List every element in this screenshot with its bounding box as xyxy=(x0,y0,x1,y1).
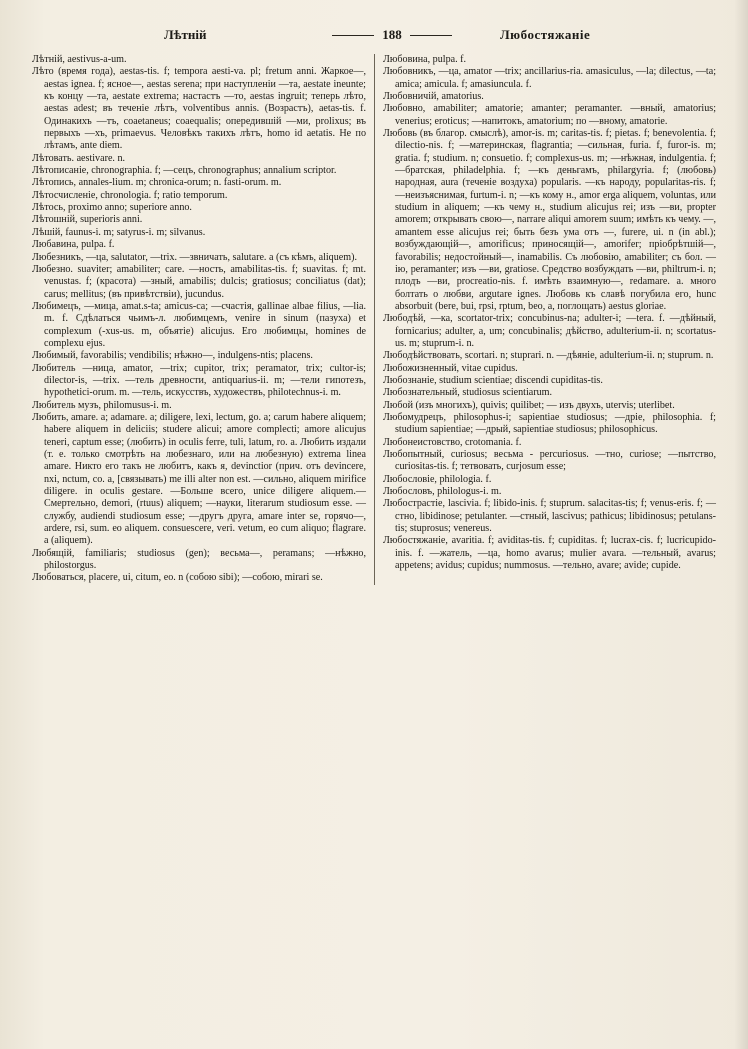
header-rule-left xyxy=(332,35,374,36)
dictionary-entry: Любитель —ница, amator, —trix; cupitor, trix; peramator, trix; cultor-is; dilector-is, —trix. —тель древности, antiquarius-ii. m; —тели гипотезъ, hypothetici-orum. m. —тель, искусствъ, художествъ, philotechnus-i. m. xyxy=(32,362,366,399)
dictionary-entry: Лѣтопись, annales-lium. m; chronica-orum; n. fasti-orum. m. xyxy=(32,177,282,189)
dictionary-entry: Любавина, pulpa. f. xyxy=(32,239,115,251)
left-guide-word: Лѣтній xyxy=(164,27,207,42)
dictionary-entry: Любостяжаніе, avaritia. f; aviditas-tis. f; cupiditas. f; lucrax-cis. f; lucricupido-inis. f. —жатель, —ца, homo avarus; mulier avara. —тельный, avarus; appetens; avidus; cupidus; nummosus. —тельно, avare; avide; cupide. xyxy=(383,535,716,572)
dictionary-entry: Любомудрецъ, philosophus-i; sapientiae studiosus; —дріе, philosophia. f; studium sapientiae; —дрый, sapientiae studiosus; philosophicus. xyxy=(383,411,716,436)
dictionary-entry: Любовничій, amatorius. xyxy=(383,91,484,103)
dictionary-entry: Любимецъ, —мица, amat.s-ta; amicus-ca; —счастія, gallinae albae filius, —lia. m. f. Сдѣлаться чьимъ-л. любимцемъ, venire in sinum (пазуха) et complexum (-xus-us. m, объятіе) alicujus. Его любимцы, homines de complexu ejus. xyxy=(32,300,366,349)
page-edge-shadow xyxy=(734,0,748,1049)
dictionary-entry: Любознательный, studiosus scientiarum. xyxy=(383,387,553,399)
dictionary-entry: Любящій, familiaris; studiosus (gen); весьма—, peramans; —нѣжно, philostorgus. xyxy=(32,547,366,572)
header-rule-right xyxy=(410,35,452,36)
dictionary-entry: Лѣтописаніе, chronographia. f; —сецъ, chronographus; annalium scriptor. xyxy=(32,165,337,177)
dictionary-entry: Любознаніе, studium scientiae; discendi cupiditas-tis. xyxy=(383,374,603,386)
dictionary-entry: Любезно. suaviter; amabiliter; care. —ность, amabilitas-tis. f; suavitas. f; mt. venustas. f; (красота) —зный, amabilis; dulcis; gratiosus; conciliatus (dat); carus; mellitus; (въ привѣтствіи), jucundus. xyxy=(32,263,366,300)
dictionary-entry: Любонеистовство, crotomania. f. xyxy=(383,436,522,448)
dictionary-entry: Любоваться, placere, ui, citum, eo. n (собою sibi); —собою, mirari se. xyxy=(32,572,323,584)
dictionary-entry: Любовина, pulpa. f. xyxy=(383,54,467,65)
two-column-body xyxy=(32,54,730,585)
dictionary-entry: Лѣто (время года), aestas-tis. f; tempora aesti-va. pl; fretum anni. Жаркое—, aestas ignea. f; ясное—, aestas serena; при наступленіи —та, aestate ineunte; къ концу —та, aestate extrema; настастъ —то, aestas ingruit; теперь лѣто, aestas adest; въ теченіе лѣтъ, volventibus annis. (Возрастъ), aetas-tis. f. Одинакихъ —тъ, coaetaneus; coaequalis; опередившій —ми, prolixus; въ первыхъ —хъ, primaevus. Человѣкъ такихъ лѣтъ, homo id aetatis. Не по лѣтамъ, ante diem. xyxy=(32,66,366,152)
dictionary-entry: Любимый, favorabilis; vendibilis; нѣжно—, indulgens-ntis; placens. xyxy=(32,350,313,362)
dictionary-entry: Любовь (въ благор. смыслѣ), amor-is. m; caritas-tis. f; pietas. f; benevolentia. f; dilectio-nis. f; —материнская, flagrantia; —сильная, furia. f, furor-is. m; gratia. f; studium. n; consuetio. f; complexus-us. m; —нѣжная, indulgentia. f; —братская, philadelphia. f; —къ деньгамъ, philargyria. f; (любовь) народная, aura (теченіе воздуха) popularis. —къ народу, popularitas-ris. f; —неизъяснимая, furtum-i. n; —къ кому н., amor erga aliquem, voluntas, или studium in aliquem; —къ чему н., studium alicujus rei; изъ —ви, propter amorem; открывать свою—, narrare aliqui amorem suum; имѣть къ чему. —, amantem esse alicujus rei; быть безъ ума отъ —, furere, ui. n (in abl.); возбуждающій—, amorificus; приносящій—, amorifer; пріобрѣтшій—, favorabilis; недостойный—, inamabilis. Съ любовію, amabiliter; съ бол. —ію, peramanter; изъ —ви, gratiose. Средство возбуждать —ви, philtrum-i. n; плодъ —ви, procreatio-nis. f. имѣть взаимную—, redamare. a. много болтать о любви, argutare ignes. Любовь къ славѣ погубила его, hunc absorbuit (bere, bui, rpsi, rptum, beo, a, поглощать) aestus gloriae. xyxy=(383,128,716,312)
left-column xyxy=(32,54,374,585)
running-header xyxy=(32,24,730,46)
dictionary-entry: Лѣтось, proximo anno; superiore anno. xyxy=(32,202,192,214)
dictionary-entry: Лѣтовать. aestivare. n. xyxy=(32,152,126,164)
dictionary-entry: Любовникъ, —ца, amator —trix; ancillarius-ria. amasiculus, —la; dilectus, —ta; amica; amicula. f; amasiuncula. f. xyxy=(383,66,716,90)
dictionary-entry: Лѣтній, aestivus-a-um. xyxy=(32,54,127,65)
dictionary-entry: Любодѣй, —ка, scortator-trix; concubinus-na; adulter-i; —tera. f. —дѣйный, fornicarius; adulter, a, um; concubinalis; дѣйство, adulterium-ii. n; scortatus-us. m; stuprum-i. n. xyxy=(383,313,716,349)
page-number: 188 xyxy=(382,27,402,42)
page-number-group xyxy=(332,27,452,43)
dictionary-entry: Лѣтошній, superioris anni. xyxy=(32,214,143,226)
dictionary-entry: Любитель музъ, philomusus-i. m. xyxy=(32,399,172,411)
right-guide-word: Любостяжаніе xyxy=(500,27,591,42)
dictionary-entry: Любовно, amabiliter; amatorie; amanter; peramanter. —вный, amatorius; venerius; eroticus; —напитокъ, amatorium; по —вному, amatorie. xyxy=(383,103,716,127)
dictionary-entry: Любословіе, philologia. f. xyxy=(383,473,492,485)
dictionary-entry: Любожизненный, vitae cupidus. xyxy=(383,362,518,374)
dictionary-entry: Любострастіе, lascivia. f; libido-inis. f; stuprum. salacitas-tis; f; venus-eris. f; —стно, libidinose; petulanter. —стный, lascivus; pathicus; libidinosus; petulans-tis; stuprosus; venereus. xyxy=(383,498,716,535)
right-column xyxy=(374,54,716,585)
dictionary-entry: Любить, amare. a; adamare. a; diligere, lexi, lectum, go. a; carum habere aliquem; habere aliquem in deliciis; studere alicui; amore complecti; amore alicujus teneri, captum esse; (любить) in oculis ferre, tuli, latum, ro. a. Любить издали (т. е. только смотрѣть на любезнаго, или на любезную) extrema linea amare. Никто его такъ не любитъ, какъ я, devinctior (прич. отъ devincere, nxi, nctum, co. a, [связывать) me illi alter non est. —сильно, aliquem mirifice diligere. in oculis gestare. —Больше всего, unice diligere aliquem.—Смертельно, demori, (rtuus) aliquem; —науки, literarum studiosum esse. —службу, audiendi studiosum esse; —другъ друга, amare inter se, горячо—, ardere, rsi, sum. eo aliquem. consuescere, veri. vetum, eo cum aliquo; flagrare. a (aliquem). xyxy=(32,411,366,547)
dictionary-entry: Любодѣйствовать, scortari. n; stuprari. n. —дѣяніе, adulterium-ii. n; stuprum. n. xyxy=(383,350,714,362)
dictionary-entry: Лѣшій, faunus-i. m; satyrus-i. m; silvanus. xyxy=(32,226,206,238)
dictionary-entry: Любой (изъ многихъ), quivis; quilibet; — изъ двухъ, utervis; uterlibet. xyxy=(383,399,675,411)
dictionary-entry: Любезникъ, —ца, salutator, —trix. —звничать, salutare. a (съ кѣмъ, aliquem). xyxy=(32,251,357,263)
dictionary-entry: Любословъ, philologus-i. m. xyxy=(383,486,502,498)
dictionary-entry: Любопытный, curiosus; весьма - percuriosus. —тно, curiose; —пытство, curiositas-tis. f; тетвовать, curjosum esse; xyxy=(383,449,716,473)
dictionary-entry: Лѣтосчисленіе, chronologia. f; ratio temporum. xyxy=(32,189,228,201)
